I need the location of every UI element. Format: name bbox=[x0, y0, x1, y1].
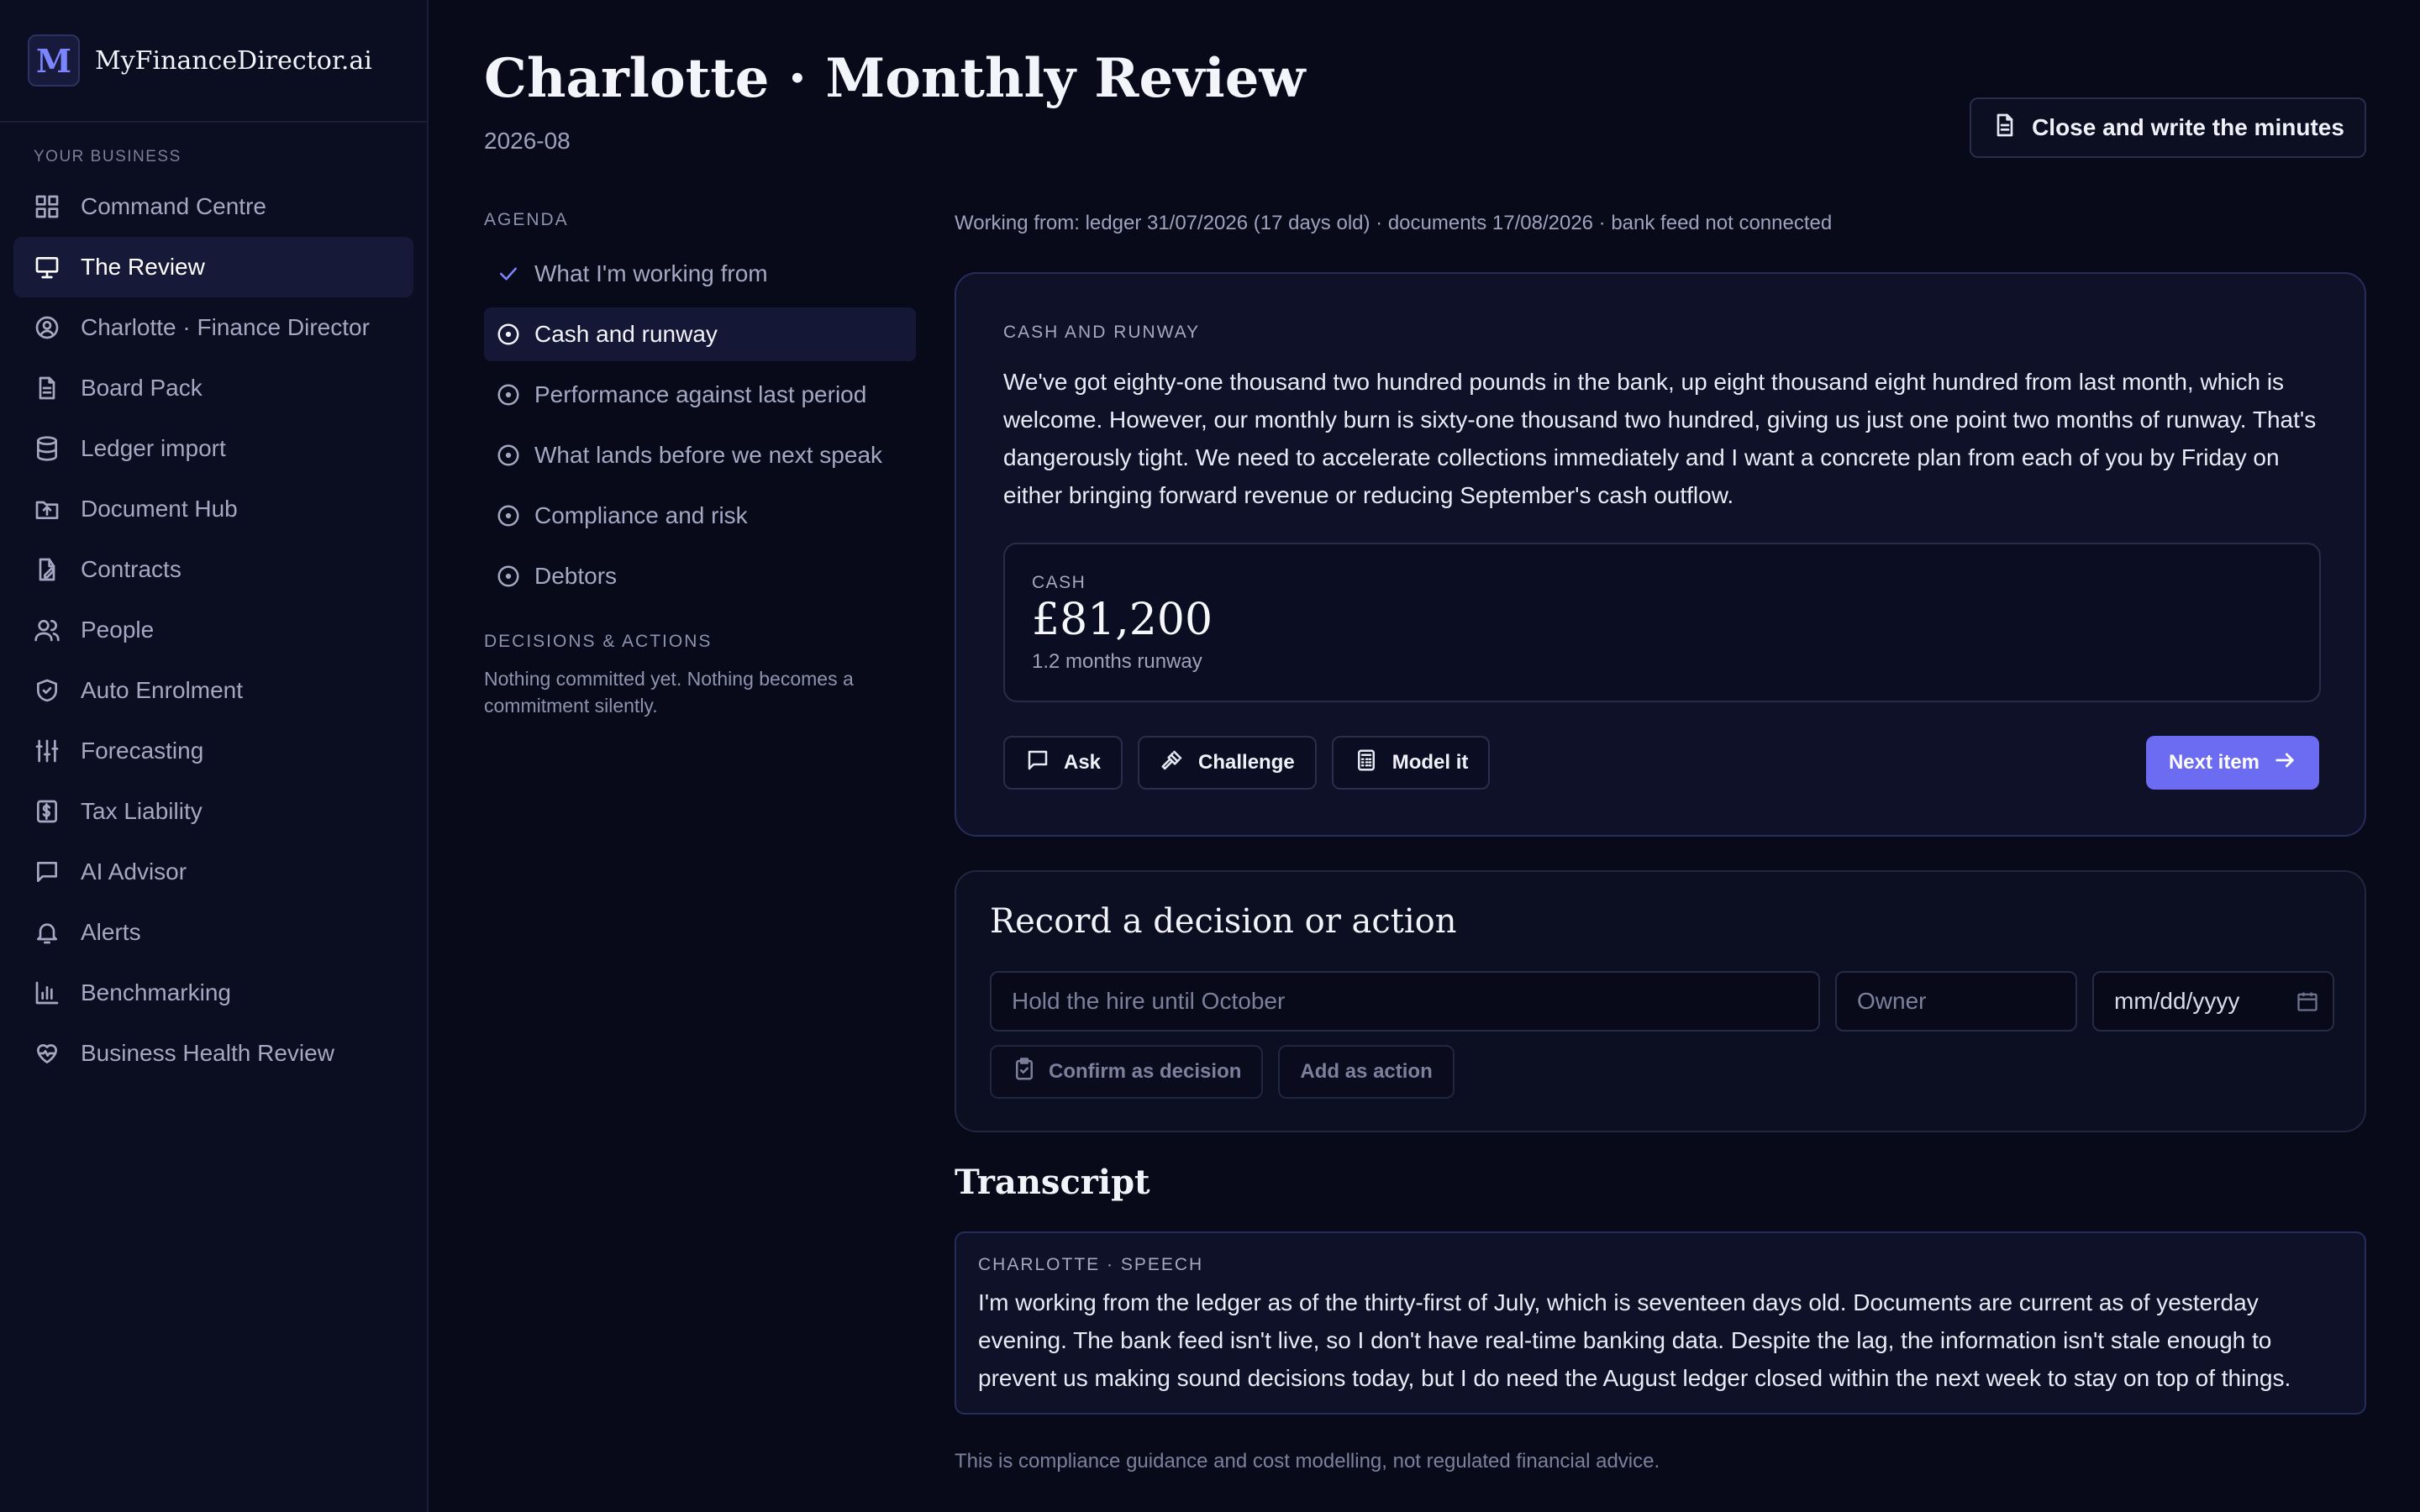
calculator-icon bbox=[1354, 748, 1379, 779]
agenda-item-label: What lands before we next speak bbox=[534, 442, 883, 468]
sidebar-item-label: Board Pack bbox=[81, 375, 203, 401]
sidebar-item-benchmarking[interactable] bbox=[13, 963, 413, 1023]
challenge-button[interactable] bbox=[1138, 736, 1317, 790]
sidebar-item-charlotte[interactable] bbox=[13, 297, 413, 358]
sliders-icon bbox=[34, 738, 60, 764]
sidebar-item-the-review[interactable] bbox=[13, 237, 413, 297]
sidebar-item-label: Document Hub bbox=[81, 496, 238, 522]
sidebar-item-document-hub[interactable] bbox=[13, 479, 413, 539]
confirm-as-decision-button[interactable] bbox=[990, 1045, 1263, 1099]
grid-icon bbox=[34, 193, 60, 220]
gavel-icon bbox=[1160, 748, 1185, 779]
transcript-text: I'm working from the ledger as of the thirty-first of July, which is seventeen days old. Documents are current as of yesterday evening. The bank feed isn't live, so I don't have real-time banking data. Despite the lag, the information isn't stale enough to prevent us making sound decisions today, but I do need the August ledger closed within the next week to stay on top of things. bbox=[978, 1289, 2291, 1391]
circle-dot-icon bbox=[496, 564, 521, 589]
ask-button[interactable] bbox=[1003, 736, 1123, 790]
sidebar-item-label: Contracts bbox=[81, 556, 182, 582]
brand-logo: M bbox=[28, 34, 80, 87]
sidebar-item-label: Auto Enrolment bbox=[81, 677, 243, 703]
file-signature-icon bbox=[34, 556, 60, 583]
sidebar-item-label: Business Health Review bbox=[81, 1040, 334, 1066]
current-item-card bbox=[955, 272, 2366, 837]
card-narrative: We've got eighty-one thousand two hundred pounds in the bank, up eight thousand eight hundred from last month, which is welcome. However, our monthly burn is sixty-one thousand two hundred, giving us just one point two months of runway. That's dangerously tight. We need to accelerate collections immediately and I want a concrete plan from each of you by Friday on either bringing forward revenue or reducing September's cash outflow. bbox=[1003, 369, 2317, 508]
sidebar-item-label: AI Advisor bbox=[81, 858, 187, 885]
next-item-button[interactable] bbox=[2146, 736, 2319, 790]
sidebar-item-business-health-review[interactable] bbox=[13, 1023, 413, 1084]
database-icon bbox=[34, 435, 60, 462]
date-placeholder: mm/dd/yyyy bbox=[2114, 988, 2240, 1014]
sidebar-item-label: Ledger import bbox=[81, 435, 226, 461]
shield-icon bbox=[34, 677, 60, 704]
model-it-button[interactable] bbox=[1332, 736, 1491, 790]
sidebar-item-label: People bbox=[81, 617, 155, 643]
receipt-icon bbox=[34, 798, 60, 825]
sidebar bbox=[0, 0, 429, 1512]
sidebar-item-ledger-import[interactable] bbox=[13, 418, 413, 479]
agenda-label: AGENDA bbox=[484, 210, 569, 229]
decision-text-input[interactable] bbox=[990, 971, 1820, 1032]
document-icon bbox=[34, 375, 60, 402]
sidebar-item-label: Alerts bbox=[81, 919, 141, 945]
bar-chart-icon bbox=[34, 979, 60, 1006]
model-it-button-label: Model it bbox=[1392, 751, 1469, 774]
agenda-item-label: What I'm working from bbox=[534, 260, 768, 286]
clipboard-check-icon bbox=[1012, 1057, 1037, 1088]
decisions-label: DECISIONS & ACTIONS bbox=[484, 632, 713, 651]
main-content bbox=[429, 0, 2420, 1512]
sidebar-item-forecasting[interactable] bbox=[13, 721, 413, 781]
sidebar-item-label: Charlotte · Finance Director bbox=[81, 314, 370, 340]
sidebar-item-label: Forecasting bbox=[81, 738, 204, 764]
agenda-item-label: Compliance and risk bbox=[534, 502, 748, 528]
brand-name: MyFinanceDirector.ai bbox=[95, 45, 372, 76]
sidebar-item-auto-enrolment[interactable] bbox=[13, 660, 413, 721]
card-eyebrow: CASH AND RUNWAY bbox=[1003, 323, 1201, 342]
agenda-item-cash-and-runway[interactable] bbox=[484, 307, 916, 361]
item-actions bbox=[1003, 736, 1490, 790]
cash-metric bbox=[1003, 543, 2321, 702]
close-and-write-minutes-button[interactable] bbox=[1970, 97, 2366, 158]
circle-dot-icon bbox=[496, 443, 521, 468]
owner-placeholder: Owner bbox=[1857, 988, 1927, 1014]
sidebar-item-alerts[interactable] bbox=[13, 902, 413, 963]
circle-dot-icon bbox=[496, 322, 521, 347]
bell-icon bbox=[34, 919, 60, 946]
close-button-label: Close and write the minutes bbox=[2032, 114, 2344, 140]
metric-label: CASH bbox=[1032, 573, 1086, 592]
sidebar-item-people[interactable] bbox=[13, 600, 413, 660]
record-title: Record a decision or action bbox=[990, 902, 1457, 941]
decision-text-placeholder: Hold the hire until October bbox=[1012, 988, 1286, 1014]
agenda-item-label: Performance against last period bbox=[534, 381, 867, 407]
sidebar-item-label: Command Centre bbox=[81, 193, 266, 219]
presentation-icon bbox=[34, 254, 60, 281]
confirm-button-label: Confirm as decision bbox=[1049, 1060, 1242, 1083]
metric-value: £81,200 bbox=[1032, 595, 1213, 645]
sidebar-item-contracts[interactable] bbox=[13, 539, 413, 600]
page-period: 2026-08 bbox=[484, 128, 571, 154]
sidebar-item-label: Tax Liability bbox=[81, 798, 203, 824]
brand[interactable] bbox=[0, 0, 427, 123]
message-icon bbox=[1025, 748, 1050, 779]
owner-input[interactable] bbox=[1835, 971, 2077, 1032]
challenge-button-label: Challenge bbox=[1198, 751, 1295, 774]
transcript-entry bbox=[955, 1231, 2366, 1415]
sidebar-item-command-centre[interactable] bbox=[13, 176, 413, 237]
sidebar-item-label: The Review bbox=[81, 254, 205, 280]
add-as-action-button[interactable] bbox=[1278, 1045, 1454, 1099]
sidebar-section-label: YOUR BUSINESS bbox=[34, 148, 182, 165]
user-circle-icon bbox=[34, 314, 60, 341]
message-icon bbox=[34, 858, 60, 885]
agenda-item-what-lands[interactable] bbox=[484, 428, 916, 482]
sidebar-item-label: Benchmarking bbox=[81, 979, 231, 1005]
sidebar-item-ai-advisor[interactable] bbox=[13, 842, 413, 902]
heart-pulse-icon bbox=[34, 1040, 60, 1067]
sidebar-nav bbox=[0, 176, 427, 1084]
agenda-item-performance[interactable] bbox=[484, 368, 916, 422]
agenda-item-label: Cash and runway bbox=[534, 321, 718, 347]
calendar-icon[interactable] bbox=[2296, 990, 2319, 1013]
transcript-title: Transcript bbox=[955, 1163, 1150, 1202]
agenda-item-label: Debtors bbox=[534, 563, 618, 589]
document-icon bbox=[1991, 112, 2018, 144]
agenda-list bbox=[484, 247, 916, 603]
check-icon bbox=[496, 261, 521, 286]
circle-dot-icon bbox=[496, 382, 521, 407]
due-date-input[interactable] bbox=[2092, 971, 2334, 1032]
disclaimer: This is compliance guidance and cost modelling, not regulated financial advice. bbox=[955, 1450, 1660, 1473]
next-item-label: Next item bbox=[2168, 751, 2260, 774]
transcript-speaker: CHARLOTTE · SPEECH bbox=[978, 1255, 1204, 1274]
page-title: Charlotte · Monthly Review bbox=[484, 47, 1306, 110]
sidebar-item-tax-liability[interactable] bbox=[13, 781, 413, 842]
metric-note: 1.2 months runway bbox=[1032, 650, 1202, 673]
users-icon bbox=[34, 617, 60, 643]
agenda-panel bbox=[484, 210, 916, 719]
folder-upload-icon bbox=[34, 496, 60, 522]
record-decision-card bbox=[955, 870, 2366, 1132]
record-actions bbox=[990, 1045, 1455, 1099]
agenda-item-debtors[interactable] bbox=[484, 549, 916, 603]
add-action-label: Add as action bbox=[1300, 1060, 1433, 1083]
sidebar-item-board-pack[interactable] bbox=[13, 358, 413, 418]
decisions-empty-text: Nothing committed yet. Nothing becomes a commitment silently. bbox=[484, 668, 854, 717]
circle-dot-icon bbox=[496, 503, 521, 528]
working-from-status: Working from: ledger 31/07/2026 (17 days old) · documents 17/08/2026 · bank feed not connected bbox=[955, 212, 1833, 234]
agenda-item-working-from[interactable] bbox=[484, 247, 916, 301]
ask-button-label: Ask bbox=[1064, 751, 1102, 774]
agenda-item-compliance[interactable] bbox=[484, 489, 916, 543]
arrow-right-icon bbox=[2273, 748, 2296, 778]
